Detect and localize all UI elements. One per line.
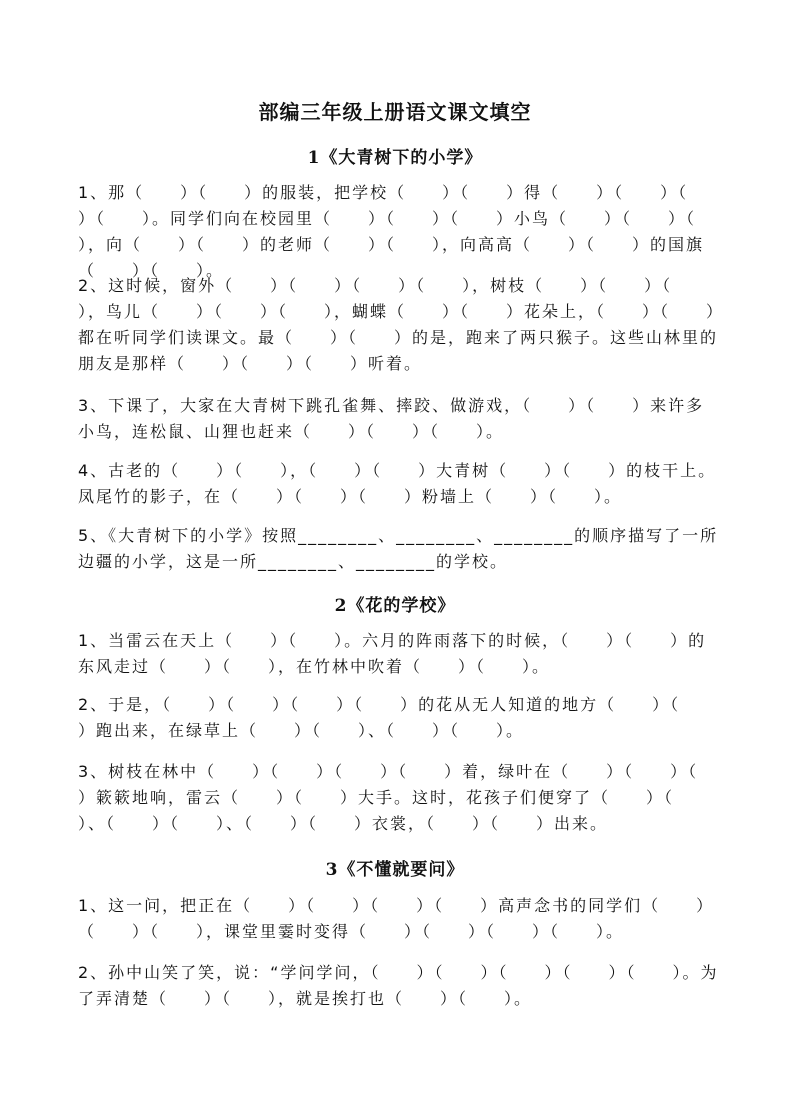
- fill-blank-item: 3、树枝在林中（ ）（ ）（ ）（ ）着，绿叶在（ ）（ ）（ ）簌簌地响，雷云（ ）（ ）大手。这时，花孩子们便穿了（ ）（ ）、（ ）（ ）、（ ）（ ）衣裳，（ ）（ ）出来。: [78, 762, 735, 833]
- fill-blank-item: 1、这一问，把正在（ ）（ ）（ ）（ ）高声念书的同学们（ ）（ ）（ ），课堂里霎时变得（ ）（ ）（ ）（ ）。: [78, 896, 715, 941]
- section-heading-1: 1《大青树下的小学》: [307, 148, 483, 168]
- fill-blank-item: 2、孙中山笑了笑，说：“学问学问，（ ）（ ）（ ）（ ）（ ）。为了弄清楚（ ）（ ），就是挨打也（ ）（ ）。: [78, 963, 719, 1008]
- fill-blank-item: 5、《大青树下的小学》按照________、________、________的顺序描写了一所边疆的小学，这是一所________、________的学校。: [78, 526, 719, 571]
- section-heading-3: 3《不懂就要问》: [325, 860, 465, 880]
- fill-blank-item: 2、于是，（ ）（ ）（ ）（ ）的花从无人知道的地方（ ）（ ）跑出来，在绿草上（ ）（ ）、（ ）（ ）。: [78, 695, 717, 740]
- fill-blank-item: 1、那（ ）（ ）的服装，把学校（ ）（ ）得（ ）（ ）（ ）（ ）。同学们向在校园里（ ）（ ）（ ）小鸟（ ）（ ）（ ），向（ ）（ ）的老师（ ）（ ），向高高（ ）（ ）的国旗（ ）（ ）。: [78, 183, 733, 280]
- fill-blank-item: 1、当雷云在天上（ ）（ ）。六月的阵雨落下的时候，（ ）（ ）的东风走过（ ）（ ），在竹林中吹着（ ）（ ）。: [78, 631, 707, 676]
- document-title: 部编三年级上册语文课文填空: [258, 100, 532, 124]
- fill-blank-item: 3、下课了，大家在大青树下跳孔雀舞、摔跤、做游戏，（ ）（ ）来许多小鸟，连松鼠、山狸也赶来（ ）（ ）（ ）。: [78, 396, 705, 441]
- section-heading-2: 2《花的学校》: [334, 596, 456, 616]
- fill-blank-item: 2、这时候，窗外（ ）（ ）（ ）（ ），树枝（ ）（ ）（ ），鸟儿（ ）（ ）（ ），蝴蝶（ ）（ ）花朵上，（ ）（ ）都在听同学们读课文。最（ ）（ ）的是，跑来了两只猴子。这些山林里的朋友是那样（ ）（ ）（ ）听着。: [78, 276, 719, 373]
- fill-blank-item: 4、古老的（ ）（ ），（ ）（ ）大青树（ ）（ ）的枝干上。凤尾竹的影子，在（ ）（ ）（ ）粉墙上（ ）（ ）。: [78, 461, 717, 506]
